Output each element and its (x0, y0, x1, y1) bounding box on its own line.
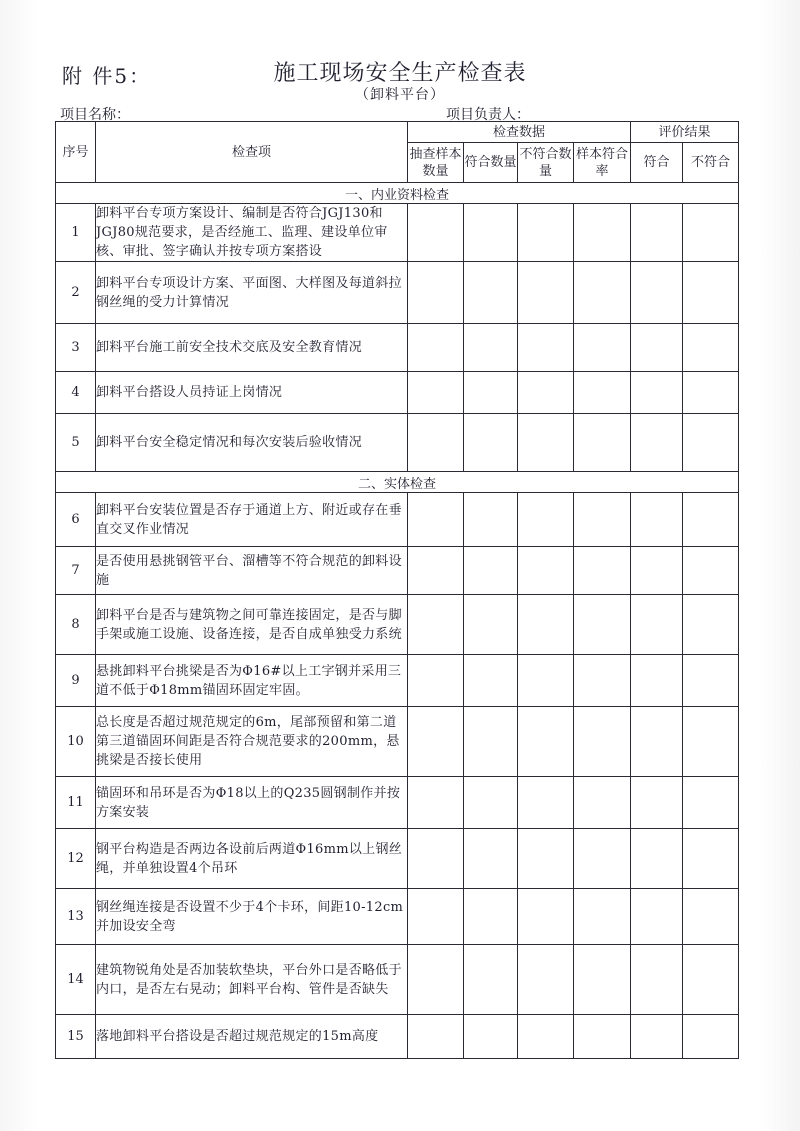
check-item-text: 卸料平台专项设计方案、平面图、大样图及每道斜拉钢丝绳的受力计算情况 (96, 262, 408, 324)
sample-count-cell[interactable] (408, 414, 464, 472)
check-item-text: 建筑物锐角处是否加装软垫块，平台外口是否略低于内口，是否左右晃动；卸料平台构、管件是否缺失 (96, 945, 408, 1015)
check-item-text: 总长度是否超过规范规定的6m，尾部预留和第二道第三道锚固环间距是否符合规范要求的200mm，悬挑梁是否接长使用 (96, 707, 408, 777)
nonconform-count-cell[interactable] (518, 372, 574, 414)
sample-count-cell[interactable] (408, 547, 464, 595)
sample-conform-rate-cell[interactable] (574, 1015, 631, 1059)
row-number: 12 (56, 829, 96, 889)
conform-cell[interactable] (631, 547, 683, 595)
section-title: 二、实体检查 (56, 472, 739, 493)
row-number: 3 (56, 324, 96, 372)
sample-conform-rate-cell[interactable] (574, 829, 631, 889)
project-name-label: 项目名称： (60, 107, 130, 123)
row-number: 5 (56, 414, 96, 472)
nonconform-count-cell[interactable] (518, 829, 574, 889)
sample-conform-rate-cell[interactable] (574, 493, 631, 547)
nonconform-count-cell[interactable] (518, 262, 574, 324)
row-number: 10 (56, 707, 96, 777)
sample-count-cell[interactable] (408, 707, 464, 777)
sample-conform-rate-cell[interactable] (574, 372, 631, 414)
conform-count-cell[interactable] (464, 595, 518, 655)
row-number: 11 (56, 777, 96, 829)
conform-count-cell[interactable] (464, 945, 518, 1015)
check-item-text: 落地卸料平台搭设是否超过规范规定的15m高度 (96, 1015, 408, 1059)
annex-label: 附 件5： (62, 64, 152, 88)
row-number: 9 (56, 655, 96, 707)
row-number: 6 (56, 493, 96, 547)
nonconform-cell[interactable] (683, 493, 739, 547)
sample-count-cell[interactable] (408, 493, 464, 547)
conform-cell[interactable] (631, 595, 683, 655)
conform-cell[interactable] (631, 262, 683, 324)
sample-conform-rate-cell[interactable] (574, 707, 631, 777)
conform-cell[interactable] (631, 324, 683, 372)
project-leader-label: 项目负责人： (446, 107, 530, 123)
check-item-text: 钢平台构造是否两边各设前后两道Φ16mm以上钢丝绳，并单独设置4个吊环 (96, 829, 408, 889)
check-data-header: 检查数据 (408, 122, 631, 143)
conform-cell[interactable] (631, 414, 683, 472)
conform-cell[interactable] (631, 707, 683, 777)
conform-count-header: 符合数量 (464, 143, 518, 183)
sample-conform-rate-cell[interactable] (574, 324, 631, 372)
nonconform-count-cell[interactable] (518, 889, 574, 945)
check-item-text: 卸料平台是否与建筑物之间可靠连接固定，是否与脚手架或施工设施、设备连接，是否自成单独受力系统 (96, 595, 408, 655)
conform-count-cell[interactable] (464, 1015, 518, 1059)
conform-count-cell[interactable] (464, 414, 518, 472)
sample-conform-rate-cell[interactable] (574, 945, 631, 1015)
sample-conform-rate-cell[interactable] (574, 414, 631, 472)
sample-count-header: 抽查样本数量 (408, 143, 464, 183)
nonconform-cell[interactable] (683, 945, 739, 1015)
check-item-text: 卸料平台搭设人员持证上岗情况 (96, 372, 408, 414)
nonconform-cell[interactable] (683, 262, 739, 324)
check-item-text: 卸料平台安装位置是否存于通道上方、附近或存在垂直交叉作业情况 (96, 493, 408, 547)
conform-cell[interactable] (631, 655, 683, 707)
nonconform-count-cell[interactable] (518, 655, 574, 707)
nonconform-cell[interactable] (683, 889, 739, 945)
check-item-text: 卸料平台施工前安全技术交底及安全教育情况 (96, 324, 408, 372)
conform-count-cell[interactable] (464, 324, 518, 372)
nonconform-count-cell[interactable] (518, 414, 574, 472)
sample-count-cell[interactable] (408, 204, 464, 262)
conform-count-cell[interactable] (464, 655, 518, 707)
nonconform-count-cell[interactable] (518, 707, 574, 777)
conform-cell[interactable] (631, 372, 683, 414)
sample-conform-rate-cell[interactable] (574, 655, 631, 707)
row-number: 14 (56, 945, 96, 1015)
nonconform-cell[interactable] (683, 1015, 739, 1059)
row-number: 13 (56, 889, 96, 945)
nonconform-cell[interactable] (683, 829, 739, 889)
nonconform-count-cell[interactable] (518, 945, 574, 1015)
nonconform-cell[interactable] (683, 655, 739, 707)
sample-count-cell[interactable] (408, 829, 464, 889)
check-item-text: 卸料平台专项方案设计、编制是否符合JGJ130和JGJ80规范要求，是否经施工、监理、建设单位审核、审批、签字确认并按专项方案搭设 (96, 204, 408, 262)
row-number: 7 (56, 547, 96, 595)
nonconform-count-cell[interactable] (518, 324, 574, 372)
sample-count-cell[interactable] (408, 1015, 464, 1059)
sample-count-cell[interactable] (408, 655, 464, 707)
item-header: 检查项 (96, 122, 408, 183)
sample-conform-rate-cell[interactable] (574, 204, 631, 262)
check-item-text: 是否使用悬挑钢管平台、溜槽等不符合规范的卸料设施 (96, 547, 408, 595)
sample-conform-rate-cell[interactable] (574, 889, 631, 945)
seq-header: 序号 (56, 122, 96, 183)
sample-conform-rate-header: 样本符合率 (574, 143, 631, 183)
sample-count-cell[interactable] (408, 324, 464, 372)
nonconform-header: 不符合 (683, 143, 739, 183)
sample-count-cell[interactable] (408, 945, 464, 1015)
nonconform-cell[interactable] (683, 372, 739, 414)
conform-cell[interactable] (631, 889, 683, 945)
conform-count-cell[interactable] (464, 547, 518, 595)
check-item-text: 钢丝绳连接是否设置不少于4个卡环，间距10-12cm并加设安全弯 (96, 889, 408, 945)
evaluation-header: 评价结果 (631, 122, 739, 143)
nonconform-cell[interactable] (683, 707, 739, 777)
nonconform-count-header: 不符合数量 (518, 143, 574, 183)
conform-count-cell[interactable] (464, 777, 518, 829)
row-number: 15 (56, 1015, 96, 1059)
nonconform-count-cell[interactable] (518, 204, 574, 262)
sample-conform-rate-cell[interactable] (574, 262, 631, 324)
sample-conform-rate-cell[interactable] (574, 547, 631, 595)
sample-count-cell[interactable] (408, 777, 464, 829)
nonconform-cell[interactable] (683, 204, 739, 262)
nonconform-cell[interactable] (683, 595, 739, 655)
row-number: 2 (56, 262, 96, 324)
nonconform-count-cell[interactable] (518, 547, 574, 595)
conform-cell[interactable] (631, 493, 683, 547)
page-title: 施工现场安全生产检查表 (273, 61, 527, 86)
nonconform-count-cell[interactable] (518, 493, 574, 547)
inspection-table (55, 121, 739, 1059)
row-number: 1 (56, 204, 96, 262)
nonconform-count-cell[interactable] (518, 595, 574, 655)
nonconform-count-cell[interactable] (518, 777, 574, 829)
check-item-text: 悬挑卸料平台挑梁是否为Φ16#以上工字钢并采用三道不低于Φ18mm锚固环固定牢固。 (96, 655, 408, 707)
section-title: 一、内业资料检查 (56, 183, 739, 204)
conform-count-cell[interactable] (464, 372, 518, 414)
conform-cell[interactable] (631, 829, 683, 889)
nonconform-cell[interactable] (683, 777, 739, 829)
sample-conform-rate-cell[interactable] (574, 777, 631, 829)
row-number: 4 (56, 372, 96, 414)
nonconform-count-cell[interactable] (518, 1015, 574, 1059)
conform-cell[interactable] (631, 777, 683, 829)
conform-cell[interactable] (631, 945, 683, 1015)
nonconform-cell[interactable] (683, 324, 739, 372)
conform-count-cell[interactable] (464, 204, 518, 262)
conform-count-cell[interactable] (464, 707, 518, 777)
check-item-text: 卸料平台安全稳定情况和每次安装后验收情况 (96, 414, 408, 472)
row-number: 8 (56, 595, 96, 655)
conform-cell[interactable] (631, 1015, 683, 1059)
sample-count-cell[interactable] (408, 372, 464, 414)
conform-cell[interactable] (631, 204, 683, 262)
sample-conform-rate-cell[interactable] (574, 595, 631, 655)
page-subtitle: （卸料平台） (355, 87, 445, 103)
sample-count-cell[interactable] (408, 262, 464, 324)
conform-count-cell[interactable] (464, 493, 518, 547)
conform-count-cell[interactable] (464, 829, 518, 889)
nonconform-cell[interactable] (683, 414, 739, 472)
conform-count-cell[interactable] (464, 262, 518, 324)
sample-count-cell[interactable] (408, 889, 464, 945)
sample-count-cell[interactable] (408, 595, 464, 655)
nonconform-cell[interactable] (683, 547, 739, 595)
conform-count-cell[interactable] (464, 889, 518, 945)
conform-header: 符合 (631, 143, 683, 183)
check-item-text: 锚固环和吊环是否为Φ18以上的Q235圆钢制作并按方案安装 (96, 777, 408, 829)
